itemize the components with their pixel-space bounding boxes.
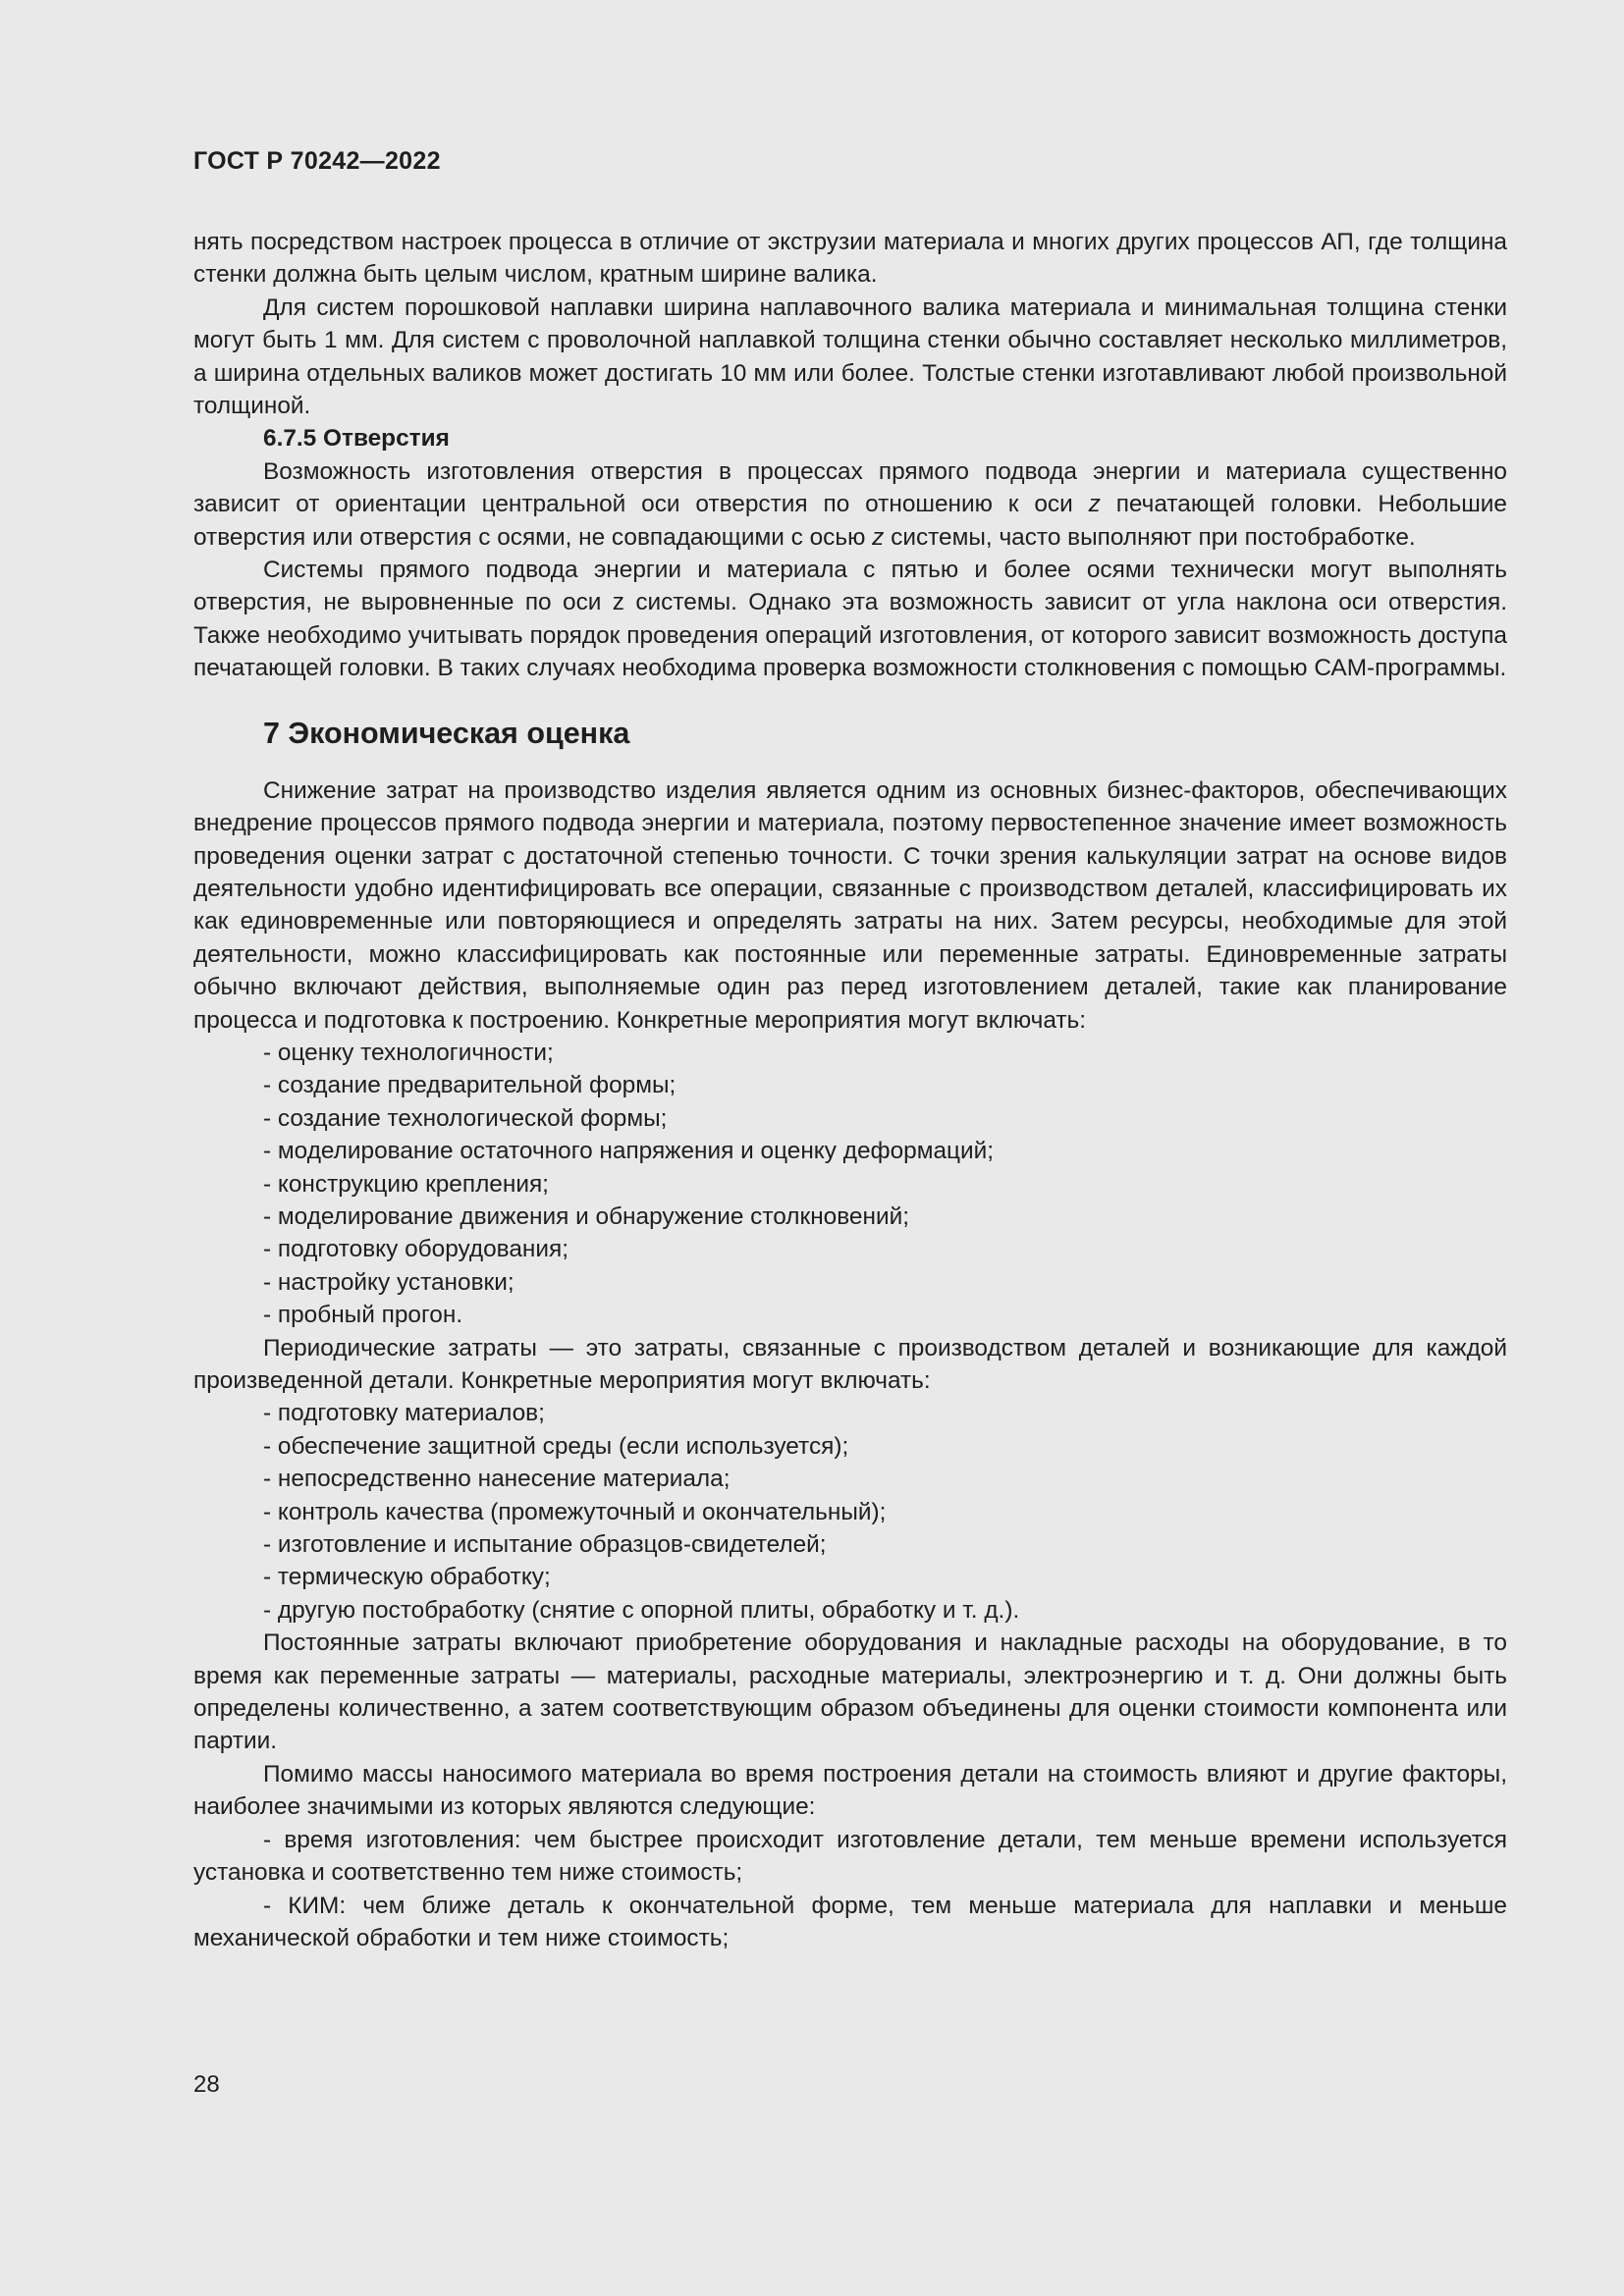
paragraph-material-utilization: - КИМ: чем ближе деталь к окончательной форме, тем меньше материала для наплавки и меньше механической обработки и тем ниже стоимость;: [193, 1892, 1507, 1951]
list-item: - конструкцию крепления;: [263, 1170, 549, 1198]
text-fragment: печатающей головки. Небольшие отверстия или отверстия с осями, не совпадающими с осью: [193, 491, 1507, 551]
list-item: - непосредственно нанесение материала;: [263, 1466, 731, 1493]
subsection-heading-holes: 6.7.5 Отверстия: [263, 425, 450, 453]
paragraph-other-factors: Помимо массы наносимого материала во время построения детали на стоимость влияют и другие факторы, наиболее значимыми из которых являются следующие:: [193, 1760, 1507, 1821]
document-header: ГОСТ Р 70242—2022: [193, 147, 441, 175]
list-item: - пробный прогон.: [263, 1302, 463, 1329]
paragraph-five-axis-systems: Системы прямого подвода энергии и материала с пятью и более осями технически могут выполнять отверстия, не выровненные по оси z системы. Однако эта возможность зависит от угла наклона оси отверстия. Также необходимо учитывать порядок проведения операций изготовления, от которого зависит возможность доступа печатающей головки. В таких случаях необходима проверка возможности столкновения с помощью САМ-программы.: [193, 557, 1507, 682]
paragraph-powder-deposition: Для систем порошковой наплавки ширина наплавочного валика материала и минимальная толщина стенки могут быть 1 мм. Для систем с проволочной наплавкой толщина стенки обычно составляет несколько миллиметров, а ширина отдельных валиков может достигать 10 мм или более. Толстые стенки изготавливают любой произвольной толщиной.: [193, 294, 1507, 420]
section-heading-economic: 7 Экономическая оценка: [263, 716, 630, 750]
list-item: - создание технологической формы;: [263, 1104, 668, 1132]
page-number: 28: [193, 2071, 220, 2098]
axis-symbol: z: [872, 523, 885, 551]
paragraph-holes-orientation: [193, 455, 1507, 554]
axis-symbol: z: [1088, 491, 1101, 518]
text-fragment: Возможность изготовления отверстия в процессах прямого подвода энергии и материала существенно зависит от ориентации центральной оси отверстия по отношению к оси: [193, 457, 1507, 518]
paragraph-cost-reduction: Снижение затрат на производство изделия является одним из основных бизнес-факторов, обеспечивающих внедрение процессов прямого подвода энергии и материала, поэтому первостепенное значение имеет возможность проведения оценки затрат с достаточной степенью точности. С точки зрения калькуляции затрат на основе видов деятельности удобно идентифицировать все операции, связанные с производством деталей, классифицировать их как единовременные или повторяющиеся и определять затраты на них. Затем ресурсы, необходимые для этой деятельности, можно классифицировать как постоянные или переменные затраты. Единовременные затраты обычно включают действия, выполняемые один раз перед изготовлением деталей, такие как планирование процесса и подготовка к построению. Конкретные мероприятия могут включать:: [193, 776, 1507, 1034]
list-item: - оценку технологичности;: [263, 1039, 554, 1066]
paragraph-periodic-costs: Периодические затраты — это затраты, связанные с производством деталей и возникающие для каждой произведенной детали. Конкретные мероприятия могут включать:: [193, 1334, 1507, 1394]
paragraph-build-time: - время изготовления: чем быстрее происходит изготовление детали, тем меньше времени используется установка и соответственно тем ниже стоимость;: [193, 1826, 1507, 1887]
list-item: - моделирование остаточного напряжения и оценку деформаций;: [263, 1138, 995, 1165]
list-item: - моделирование движения и обнаружение столкновений;: [263, 1202, 909, 1230]
list-item: - контроль качества (промежуточный и окончательный);: [263, 1498, 887, 1525]
list-item: - подготовку оборудования;: [263, 1236, 568, 1263]
list-item: - настройку установки;: [263, 1268, 514, 1296]
list-item: - изготовление и испытание образцов-свидетелей;: [263, 1531, 827, 1559]
list-item: - другую постобработку (снятие с опорной плиты, обработку и т. д.).: [263, 1596, 1020, 1624]
paragraph-continuation: нять посредством настроек процесса в отличие от экструзии материала и многих других процессов АП, где толщина стенки должна быть целым числом, кратным ширине валика.: [193, 229, 1507, 289]
list-item: - подготовку материалов;: [263, 1400, 545, 1427]
document-body: [193, 226, 1507, 1954]
list-item: - термическую обработку;: [263, 1564, 551, 1591]
list-item: - создание предварительной формы;: [263, 1072, 677, 1099]
list-item: - обеспечение защитной среды (если используется);: [263, 1432, 849, 1460]
list-one-time-costs: [193, 1037, 1507, 1332]
text-fragment: системы, часто выполняют при постобработке.: [884, 523, 1416, 551]
list-periodic-costs: [193, 1397, 1507, 1627]
paragraph-fixed-variable-costs: Постоянные затраты включают приобретение оборудования и накладные расходы на оборудование, в то время как переменные затраты — материалы, расходные материалы, электроэнергию и т. д. Они должны быть определены количественно, а затем соответствующим образом объединены для оценки стоимости компонента или партии.: [193, 1629, 1507, 1755]
